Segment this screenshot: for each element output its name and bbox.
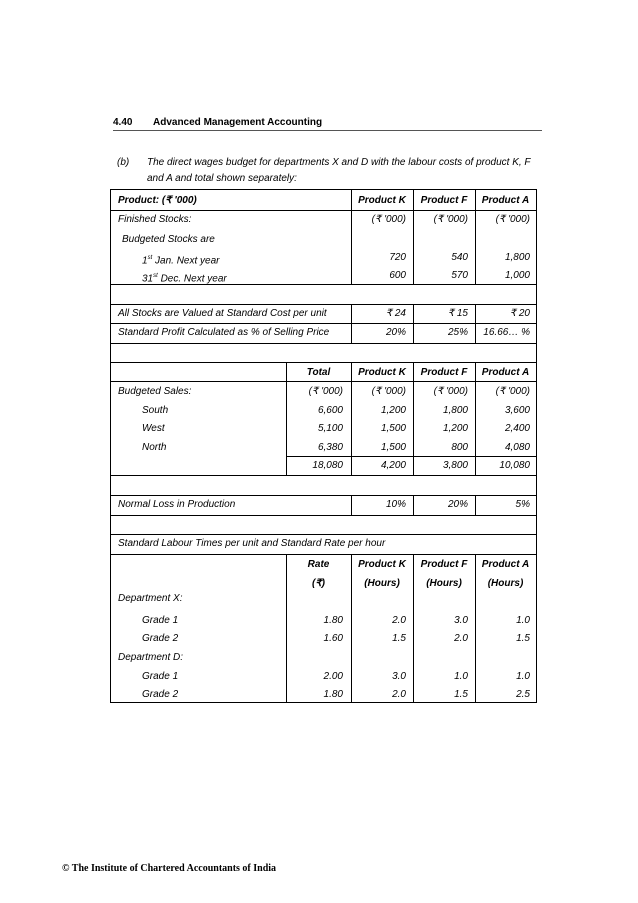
budget-table bbox=[110, 189, 537, 703]
sales-total-product-a: 10,080 bbox=[499, 460, 530, 471]
book-title: Advanced Management Accounting bbox=[153, 117, 323, 128]
grade-label: Grade 2 bbox=[142, 633, 179, 644]
dept-d-label: Department D: bbox=[118, 652, 184, 663]
hours-unit: (Hours) bbox=[426, 578, 462, 589]
unit-cell: (₹ '000) bbox=[371, 214, 406, 225]
jan-product-a: 1,800 bbox=[504, 252, 530, 263]
row-rule bbox=[111, 343, 536, 344]
rate-unit: (₹) bbox=[311, 578, 326, 589]
col-header-product-k: Product K bbox=[358, 367, 406, 378]
sales-product-k: 1,500 bbox=[380, 442, 406, 453]
sales-product-k: 1,200 bbox=[380, 405, 406, 416]
std-cost-product-k: ₹ 24 bbox=[385, 308, 406, 319]
normal-loss-product-k: 10% bbox=[385, 499, 406, 510]
intro-line-2: and A and total shown separately: bbox=[147, 173, 297, 184]
grade-label: Grade 2 bbox=[142, 689, 179, 700]
sales-product-a: 3,600 bbox=[504, 405, 530, 416]
hours-product-f: 1.0 bbox=[454, 671, 468, 682]
unit-cell: (₹ '000) bbox=[433, 214, 468, 225]
dept-x-label: Department X: bbox=[118, 593, 183, 604]
jan-product-k: 720 bbox=[389, 252, 406, 263]
sales-product-a: 2,400 bbox=[504, 423, 530, 434]
sales-total: 6,380 bbox=[317, 442, 343, 453]
unit-cell: (₹ '000) bbox=[371, 386, 406, 397]
hours-product-a: 2.5 bbox=[516, 689, 530, 700]
dec-product-k: 600 bbox=[389, 270, 406, 281]
intro-line-1: The direct wages budget for departments X and D with the labour costs of product K, F bbox=[147, 157, 531, 168]
region-label: North bbox=[142, 442, 167, 453]
row-rule bbox=[111, 534, 536, 535]
hours-unit: (Hours) bbox=[364, 578, 400, 589]
sales-product-f: 1,800 bbox=[442, 405, 468, 416]
row-rule bbox=[111, 210, 536, 211]
unit-cell: (₹ '000) bbox=[495, 386, 530, 397]
sales-grand-total: 18,080 bbox=[312, 460, 343, 471]
budgeted-sales-label: Budgeted Sales: bbox=[118, 386, 192, 397]
col-header-rate: Rate bbox=[307, 559, 330, 570]
std-profit-label: Standard Profit Calculated as % of Selling Price bbox=[118, 327, 330, 338]
std-cost-product-f: ₹ 15 bbox=[447, 308, 468, 319]
std-profit-product-f: 25% bbox=[447, 327, 468, 338]
grade-label: Grade 1 bbox=[142, 671, 179, 682]
row-rule bbox=[111, 381, 536, 382]
col-header-product-a: Product A bbox=[481, 559, 530, 570]
std-profit-product-a: 16.66… % bbox=[483, 327, 530, 338]
row-rule bbox=[111, 323, 536, 324]
rate-cell: 1.80 bbox=[323, 689, 343, 700]
dec-product-a: 1,000 bbox=[504, 270, 530, 281]
hours-product-k: 1.5 bbox=[392, 633, 406, 644]
finished-stocks-label: Finished Stocks: bbox=[118, 214, 192, 225]
normal-loss-label: Normal Loss in Production bbox=[118, 499, 236, 510]
row-rule bbox=[111, 362, 536, 363]
jan-label: 1st Jan. Next year bbox=[142, 255, 220, 267]
hours-product-k: 2.0 bbox=[392, 615, 406, 626]
normal-loss-product-a: 5% bbox=[515, 499, 530, 510]
hours-product-a: 1.0 bbox=[516, 615, 530, 626]
unit-cell: (₹ '000) bbox=[433, 386, 468, 397]
row-rule bbox=[111, 495, 536, 496]
region-label: West bbox=[142, 423, 165, 434]
unit-cell: (₹ '000) bbox=[308, 386, 343, 397]
std-cost-product-a: ₹ 20 bbox=[509, 308, 530, 319]
col-header-product-a: Product A bbox=[481, 195, 530, 206]
col-header-product-k: Product K bbox=[358, 559, 406, 570]
page-number: 4.40 bbox=[113, 117, 133, 128]
hours-product-k: 3.0 bbox=[392, 671, 406, 682]
sales-product-k: 1,500 bbox=[380, 423, 406, 434]
col-header-total: Total bbox=[306, 367, 331, 378]
region-label: South bbox=[142, 405, 169, 416]
product-header-label: Product: (₹ '000) bbox=[118, 195, 197, 206]
labour-title: Standard Labour Times per unit and Standard Rate per hour bbox=[118, 538, 386, 549]
row-rule bbox=[111, 475, 536, 476]
normal-loss-product-f: 20% bbox=[447, 499, 468, 510]
dec-label: 31st Dec. Next year bbox=[142, 273, 227, 285]
sales-total-product-k: 4,200 bbox=[380, 460, 406, 471]
hours-product-f: 1.5 bbox=[454, 689, 468, 700]
hours-unit: (Hours) bbox=[487, 578, 524, 589]
jan-product-f: 540 bbox=[451, 252, 468, 263]
col-header-product-f: Product F bbox=[420, 195, 468, 206]
dec-product-f: 570 bbox=[451, 270, 468, 281]
std-cost-label: All Stocks are Valued at Standard Cost per unit bbox=[118, 308, 327, 319]
sales-product-f: 1,200 bbox=[442, 423, 468, 434]
col-header-product-a: Product A bbox=[481, 367, 530, 378]
hours-product-k: 2.0 bbox=[392, 689, 406, 700]
row-rule bbox=[111, 554, 536, 555]
part-label: (b) bbox=[117, 157, 130, 168]
hours-product-f: 3.0 bbox=[454, 615, 468, 626]
col-header-product-f: Product F bbox=[420, 367, 468, 378]
subtotal-rule bbox=[286, 456, 536, 457]
rate-cell: 1.80 bbox=[323, 615, 343, 626]
row-rule bbox=[111, 515, 536, 516]
budgeted-stocks-label: Budgeted Stocks are bbox=[122, 234, 215, 245]
col-header-product-f: Product F bbox=[420, 559, 468, 570]
col-header-product-k: Product K bbox=[358, 195, 406, 206]
sales-product-f: 800 bbox=[451, 442, 468, 453]
rate-cell: 1.60 bbox=[323, 633, 343, 644]
rate-cell: 2.00 bbox=[323, 671, 343, 682]
hours-product-a: 1.0 bbox=[516, 671, 530, 682]
header-rule bbox=[113, 130, 542, 131]
footer-copyright: © The Institute of Chartered Accountants of India bbox=[62, 863, 277, 874]
running-header bbox=[113, 117, 542, 131]
std-profit-product-k: 20% bbox=[385, 327, 406, 338]
sales-total: 5,100 bbox=[317, 423, 343, 434]
grade-label: Grade 1 bbox=[142, 615, 179, 626]
hours-product-a: 1.5 bbox=[516, 633, 530, 644]
sales-total: 6,600 bbox=[317, 405, 343, 416]
hours-product-f: 2.0 bbox=[454, 633, 468, 644]
unit-cell: (₹ '000) bbox=[495, 214, 530, 225]
intro-text bbox=[147, 155, 542, 187]
sales-product-a: 4,080 bbox=[504, 442, 530, 453]
sales-total-product-f: 3,800 bbox=[442, 460, 468, 471]
row-rule bbox=[111, 304, 536, 305]
